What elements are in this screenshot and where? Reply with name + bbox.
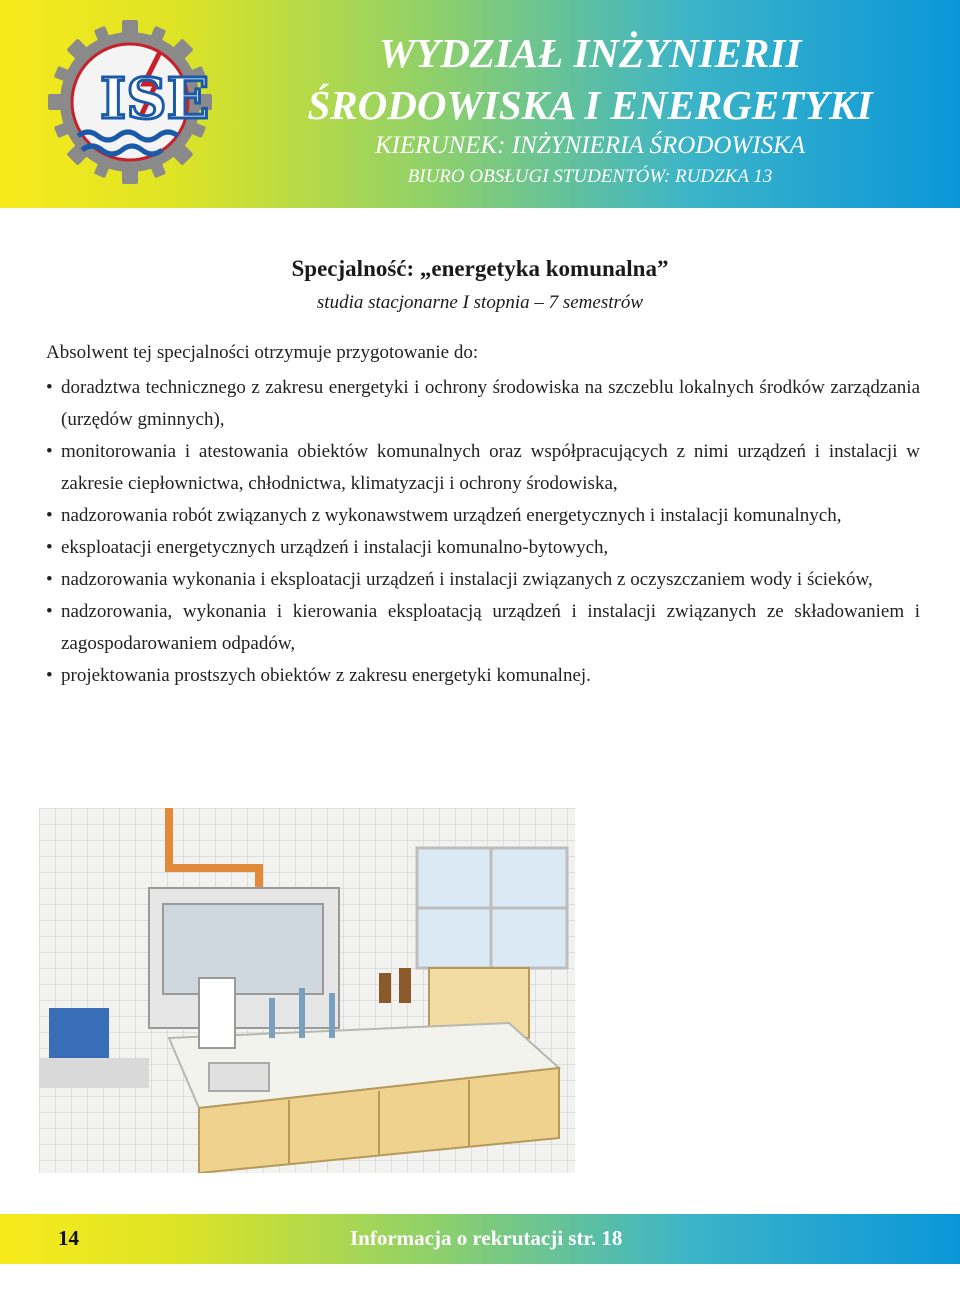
office-address: BIURO OBSŁUGI STUDENTÓW: RUDZKA 13 (407, 166, 773, 187)
bullet-icon: • (46, 505, 53, 526)
list-item-text: nadzorowania, wykonania i kierowania eksploatacją urządzeń i instalacji związanych ze składowaniem i zagospodarowaniem odpadów, (61, 601, 920, 654)
direction-subtitle: KIERUNEK: INŻYNIERIA ŚRODOWISKA (374, 132, 806, 159)
intro-text: Absolwent tej specjalności otrzymuje przygotowanie do: (46, 342, 479, 363)
list-item-text: monitorowania i atestowania obiektów komunalnych oraz współpracujących z nimi urządzeń i instalacji w zakresie ciepłownictwa, chłodnictwa, klimatyzacji i ochrony środowiska, (61, 441, 920, 494)
preparation-list (46, 372, 920, 692)
logo-text: ISE (100, 66, 210, 132)
page-footer (0, 1214, 960, 1264)
list-item (46, 564, 920, 596)
list-item (46, 596, 920, 660)
bullet-icon: • (46, 569, 53, 590)
footer-info: Informacja o rekrutacji str. 18 (350, 1226, 623, 1250)
bullet-icon: • (46, 601, 53, 622)
bullet-icon: • (46, 537, 53, 558)
list-item-text: doradztwa technicznego z zakresu energetyki i ochrony środowiska na szczeblu lokalnych środków zarządzania (urzędów gminnych), (61, 377, 920, 430)
list-item-text: eksploatacji energetycznych urządzeń i instalacji komunalno-bytowych, (61, 537, 609, 558)
specialization-title: Specjalność: „energetyka komunalna” (291, 256, 669, 281)
list-item (46, 500, 920, 532)
list-item-text: nadzorowania wykonania i eksploatacji urządzeń i instalacji związanych z oczyszczaniem wody i ścieków, (61, 569, 873, 590)
list-item-text: nadzorowania robót związanych z wykonawstwem urządzeń energetycznych i instalacji komunalnych, (61, 505, 842, 526)
bullet-icon: • (46, 441, 53, 462)
specialization-subtitle: studia stacjonarne I stopnia – 7 semestrów (316, 292, 644, 313)
list-item (46, 660, 920, 692)
list-item (46, 532, 920, 564)
faculty-title-line1: WYDZIAŁ INŻYNIERII (378, 30, 802, 76)
list-item-text: projektowania prostszych obiektów z zakresu energetyki komunalnej. (61, 665, 591, 686)
faculty-logo (48, 18, 212, 188)
bullet-icon: • (46, 377, 53, 398)
faculty-title-line2: ŚRODOWISKA I ENERGETYKI (307, 82, 873, 128)
page-number: 14 (58, 1226, 79, 1250)
list-item (46, 436, 920, 500)
list-item (46, 372, 920, 436)
page-header (0, 0, 960, 208)
bullet-icon: • (46, 665, 53, 686)
laboratory-photo (39, 808, 575, 1173)
